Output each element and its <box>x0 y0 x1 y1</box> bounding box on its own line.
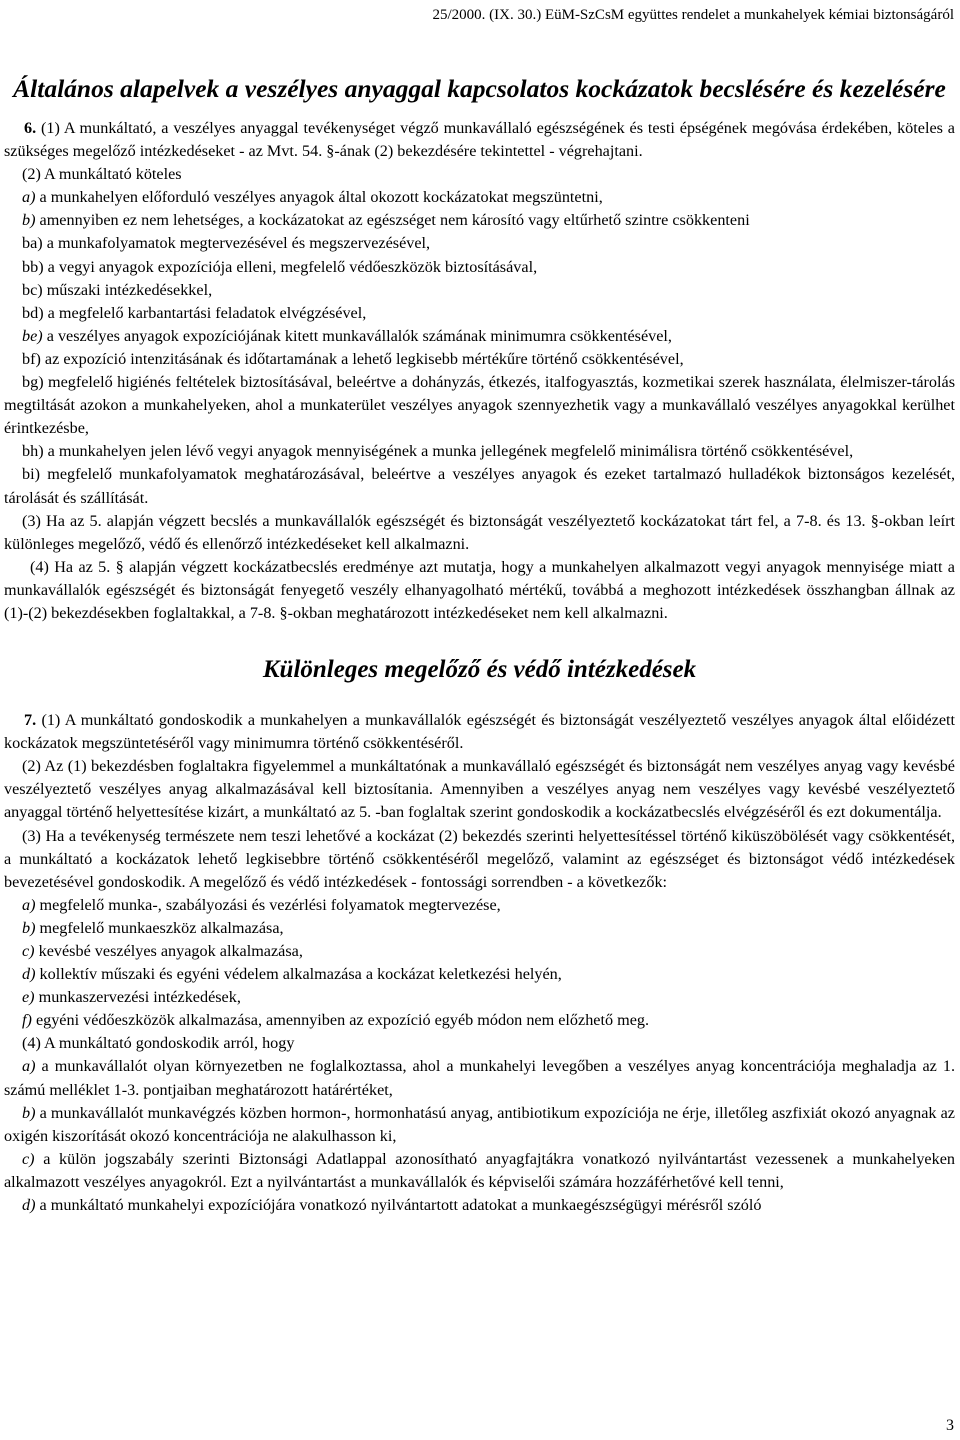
list-item-7-f: f) egyéni védőeszközök alkalmazása, amennyiben az expozíció egyéb módon nem előzhető meg. <box>22 1011 650 1030</box>
section-title-special-measures: Különleges megelőző és védő intézkedések <box>262 656 697 684</box>
list-item-7-a: a) megfelelő munka-, szabályozási és vezérlési folyamatok megtervezése, <box>22 895 501 914</box>
list-item-6-bh: bh) a munkahelyen jelen lévő vegyi anyagok mennyiségének a munka jellegének megfelelő minimálisra történő csökkentésével, <box>22 442 854 461</box>
paragraph-6-4: (4) Ha az 5. § alapján végzett kockázatbecslés eredménye azt mutatja, hogy a munkahelyen alkalmazott vegyi anyagok mennyisége miatt a munkavállalók egészségét és biztonságát fenyegető veszély elhanyagolható mértékű, továbbá a meghozott intézkedések összhangban állnak az (1)-(2) bekezdésekben foglaltakkal, a 7-8. §-okban meghatározott intézkedéseket nem kell alkalmazni. <box>4 557 955 622</box>
paragraph-6-1: 6. (1) A munkáltató, a veszélyes anyaggal tevékenységet végző munkavállaló egészségének és testi épségének megóvása érdekében, köteles a szükséges megelőző intézkedéseket - az Mvt. 54. §-ának (2) bekezdésére tekintettel - végrehajtani. <box>4 119 955 161</box>
list-item-6-a: a) a munkahelyen előforduló veszélyes anyagok által okozott kockázatokat megszüntetni, <box>22 188 603 207</box>
section-number-6: 6. <box>24 119 37 137</box>
page-number: 3 <box>946 1417 954 1434</box>
list-item-7-4b: b) a munkavállalót munkavégzés közben hormon-, hormonhatású anyag, antibiotikum expozíciója ne érje, illetőleg aszfixiát okozó anyagnak az oxigén kiszorítását okozó koncentrációja ne alakulhasson ki, <box>4 1103 955 1145</box>
paragraph-7-3: (3) Ha a tevékenység természete nem teszi lehetővé a kockázat (2) bekezdés szerinti helyettesítéssel történő kiküszöbölését vagy csökkentését, a munkáltató a kockázatok lehető legkisebbre történő csökkentéséről megelőző, valamint az egészséget és biztonságot védő intézkedések bevezetésével gondoskodik. A megelőző és védő intézkedések - fontossági sorrendben - a következők: <box>4 826 955 891</box>
paragraph-7-1: 7. (1) A munkáltató gondoskodik a munkahelyen a munkavállalók egészségét és biztonságát veszélyeztető veszélyes anyagok által előidézett kockázatok megszüntetéséről vagy minimumra történő csökkentéséről. <box>4 711 955 753</box>
list-item-6-bc: bc) műszaki intézkedésekkel, <box>22 280 213 299</box>
paragraph-6-3: (3) Ha az 5. alapján végzett becslés a munkavállalók egészségét és biztonságát veszélyeztető kockázatokat tárt fel, a 7-8. és 13. §-okban leírt különleges megelőző, védő és ellenőrző intézkedéseket kell alkalmazni. <box>4 511 955 553</box>
running-header: 25/2000. (IX. 30.) EüM-SzCsM együttes rendelet a munkahelyek kémiai biztonságáról <box>432 7 954 23</box>
paragraph-7-4-intro: (4) A munkáltató gondoskodik arról, hogy <box>22 1034 295 1053</box>
list-item-7-b: b) megfelelő munkaeszköz alkalmazása, <box>22 918 284 937</box>
paragraph-6-2-intro: (2) A munkáltató köteles <box>22 165 182 184</box>
paragraph-7-2: (2) Az (1) bekezdésben foglaltakra figyelemmel a munkáltatónak a munkavállaló egészségét és biztonságát nem veszélyes anyag vagy kevésbé veszélyeztető veszélyes anyag alkalmazásával kell biztosítania. Amennyiben a veszélyes anyag nem veszélyes vagy kevésbé veszélyeztető anyaggal történő helyettesítése kizárt, a munkáltató az 5. -ban foglaltak szerint gondoskodik a kockázatbecslés elvégzéséről és ezt dokumentálja. <box>4 757 955 822</box>
list-item-6-bg: bg) megfelelő higiénés feltételek biztosításával, beleértve a dohányzás, étkezés, italfogyasztás, kozmetikai szerek használata, élelmiszer-tárolás megtiltását azokon a munkahelyeken, ahol a munkaterület veszélyes anyagok szennyezhetik vagy a munkavállaló veszélyes anyagokkal kerülhet érintkezésbe, <box>4 373 955 438</box>
list-item-6-bb: bb) a vegyi anyagok expozíciója elleni, megfelelő védőeszközök biztosításával, <box>22 257 538 276</box>
list-item-7-4c: c) a külön jogszabály szerinti Biztonsági Adatlappal azonosítható anyagfajtákra vonatkozó nyilvántartást vezessenek a munkahelyeken alkalmazott veszélyes anyagokról. Ezt a nyilvántartást a munkavállalók és képviselői számára hozzáférhetővé kell tenni, <box>4 1149 955 1191</box>
list-item-7-d: d) kollektív műszaki és egyéni védelem alkalmazása a kockázat keletkezési helyén, <box>22 965 562 984</box>
list-item-7-4d: d) a munkáltató munkahelyi expozíciójára vonatkozó nyilvántartott adatokat a munkaegészségügyi mérésről szóló <box>22 1196 762 1215</box>
list-item-6-bd: bd) a megfelelő karbantartási feladatok elvégzésével, <box>22 303 367 322</box>
list-item-6-bf: bf) az expozíció intenzitásának és időtartamának a lehető legkisebb mértékűre történő csökkentésével, <box>22 349 684 368</box>
section-number-7: 7. <box>24 711 37 730</box>
section-title-general-principles: Általános alapelvek a veszélyes anyaggal kapcsolatos kockázatok becslésére és kezelésére <box>13 74 946 103</box>
list-item-7-c: c) kevésbé veszélyes anyagok alkalmazása, <box>22 942 303 960</box>
list-item-7-4a: a) a munkavállalót olyan környezetben ne foglalkoztassa, ahol a munkahelyi levegőben a veszélyes anyag koncentrációja meghaladja az 1. számú melléklet 1-3. pontjaiban meghatározott határértéket, <box>4 1057 955 1099</box>
list-item-6-be: be) a veszélyes anyagok expozíciójának kitett munkavállalók számának minimumra csökkentésével, <box>22 326 672 345</box>
list-item-6-ba: ba) a munkafolyamatok megtervezésével és megszervezésével, <box>22 234 431 253</box>
list-item-7-e: e) munkaszervezési intézkedések, <box>22 988 241 1007</box>
list-item-6-b: b) amennyiben ez nem lehetséges, a kockázatokat az egészséget nem károsító vagy eltűrhető szintre csökkenteni <box>22 211 750 230</box>
page-content <box>4 72 955 1217</box>
list-item-6-bi: bi) megfelelő munkafolyamatok meghatározásával, beleértve a veszélyes anyagok és ezeket tartalmazó hulladékok biztonságos kezelését, tárolását és szállítását. <box>4 465 955 507</box>
